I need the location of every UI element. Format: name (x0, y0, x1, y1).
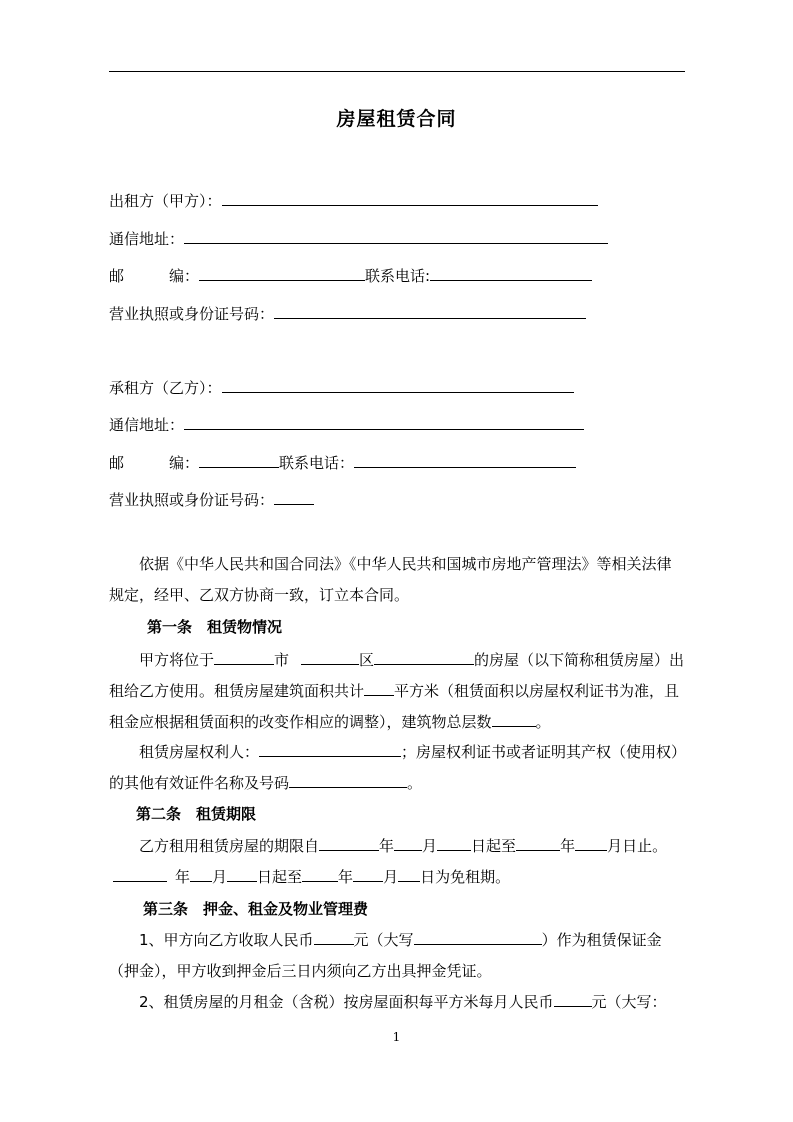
party-b-phone-label: 联系电话： (279, 454, 355, 472)
text-run: 的房屋（以下简称租赁房屋）出租给乙方使用。租赁房屋建筑面积共计 (109, 651, 685, 700)
location-blank (374, 649, 474, 665)
free-end-year-blank (302, 866, 338, 882)
end-year-blank (516, 835, 560, 851)
text-run: 年 (338, 868, 354, 886)
text-run: 年 (560, 837, 576, 855)
text-run: 1、甲方向乙方收取人民币 (139, 931, 314, 949)
text-run: 月日止。 (607, 837, 668, 855)
party-b-name-row (109, 377, 574, 398)
party-a-address-row (109, 228, 608, 249)
start-day-blank (437, 835, 471, 851)
article-3-heading: 第三条 押金、租金及物业管理费 (143, 900, 369, 918)
text-run: 平方米（租赁面积以房屋权利证书为准，且租金应根据租赁面积的改变作相应的调整），建筑物总层数 (109, 682, 680, 731)
party-a-license-row (109, 303, 586, 324)
owner-blank (259, 741, 401, 757)
text-run: 日为免租期。 (420, 868, 511, 886)
party-b-postcode-label: 邮 编： (109, 454, 200, 472)
party-b-postcode-row (109, 452, 576, 473)
text-run: 乙方租用租赁房屋的期限自 (139, 837, 320, 855)
article-1-paragraph-2 (109, 737, 685, 799)
party-b-license-row (109, 489, 314, 510)
deposit-uppercase-blank (414, 929, 542, 945)
header-rule (109, 71, 685, 72)
text-run: 月 (383, 868, 399, 886)
text-run: ；房屋权利证书或者证明其产权（使用权）的其他有效证件名称及号码 (109, 743, 679, 792)
free-start-year-blank (113, 866, 167, 882)
party-b-license-blank (274, 489, 314, 505)
text-run: 。 (407, 774, 423, 792)
area-blank (364, 680, 394, 696)
party-b-name-label: 承租方（乙方）： (109, 379, 222, 397)
article-2-paragraph-1 (109, 831, 685, 893)
start-year-blank (319, 835, 379, 851)
article-1-heading: 第一条 租赁物情况 (147, 618, 283, 636)
party-a-postcode-row (109, 265, 592, 286)
text-run: 年 (379, 837, 395, 855)
text-run: 区 (359, 651, 375, 669)
free-start-month-blank (190, 866, 212, 882)
party-a-phone-label: 联系电话: (365, 267, 431, 285)
party-b-address-blank (184, 414, 584, 430)
party-a-postcode-label: 邮 编： (109, 267, 200, 285)
text-run: 日起至 (471, 837, 517, 855)
text-run: 元（大写： (591, 993, 667, 1011)
rent-amount-blank (554, 991, 592, 1007)
end-month-blank (575, 835, 607, 851)
free-end-day-blank (398, 866, 420, 882)
free-end-month-blank (353, 866, 383, 882)
party-a-license-blank (274, 303, 586, 319)
article-3-paragraph-2 (109, 987, 685, 1018)
text-run: 元（大写 (353, 931, 414, 949)
article-1-paragraph-1 (109, 645, 685, 738)
party-b-address-label: 通信地址： (109, 416, 185, 434)
party-b-phone-blank (354, 452, 576, 468)
party-a-license-label: 营业执照或身份证号码： (109, 305, 275, 323)
text-run: 市 (274, 651, 290, 669)
district-blank (301, 649, 359, 665)
text-run: 。 (535, 713, 551, 731)
text-run: 日起至 (257, 868, 303, 886)
start-month-blank (394, 835, 422, 851)
text-run: 年 (175, 868, 191, 886)
party-a-name-row (109, 190, 598, 211)
article-2-heading: 第二条 租赁期限 (136, 805, 257, 823)
page-number: 1 (392, 1030, 401, 1044)
document-title: 房屋租赁合同 (336, 108, 457, 130)
party-b-license-label: 营业执照或身份证号码： (109, 491, 275, 509)
text-run: 月 (422, 837, 438, 855)
intro-paragraph: 依据《中华人民共和国合同法》《中华人民共和国城市房地产管理法》等相关法律规定，经甲、乙双方协商一致，订立本合同。 (109, 555, 672, 604)
free-start-day-blank (227, 866, 257, 882)
party-b-address-row (109, 414, 584, 435)
party-a-name-label: 出租方（甲方）： (109, 192, 222, 210)
text-run: 2、租赁房屋的月租金（含税）按房屋面积每平方米每月人民币 (139, 993, 554, 1011)
article-3-paragraph-1 (109, 925, 685, 987)
party-a-address-blank (184, 228, 608, 244)
party-a-phone-blank (430, 265, 592, 281)
text-run: 月 (212, 868, 228, 886)
party-a-name-blank (222, 190, 598, 206)
floors-blank (492, 711, 536, 727)
party-a-postcode-blank (199, 265, 365, 281)
text-run: 甲方将位于 (139, 651, 215, 669)
party-a-address-label: 通信地址： (109, 230, 185, 248)
certificate-blank (289, 772, 407, 788)
party-b-postcode-blank (199, 452, 279, 468)
text-run: ）作为租赁保证金（押金），甲方收到押金后三日内须向乙方出具押金凭证。 (109, 931, 662, 980)
city-blank (214, 649, 274, 665)
deposit-amount-blank (314, 929, 354, 945)
party-b-name-blank (222, 377, 574, 393)
text-run: 租赁房屋权利人： (139, 743, 260, 761)
